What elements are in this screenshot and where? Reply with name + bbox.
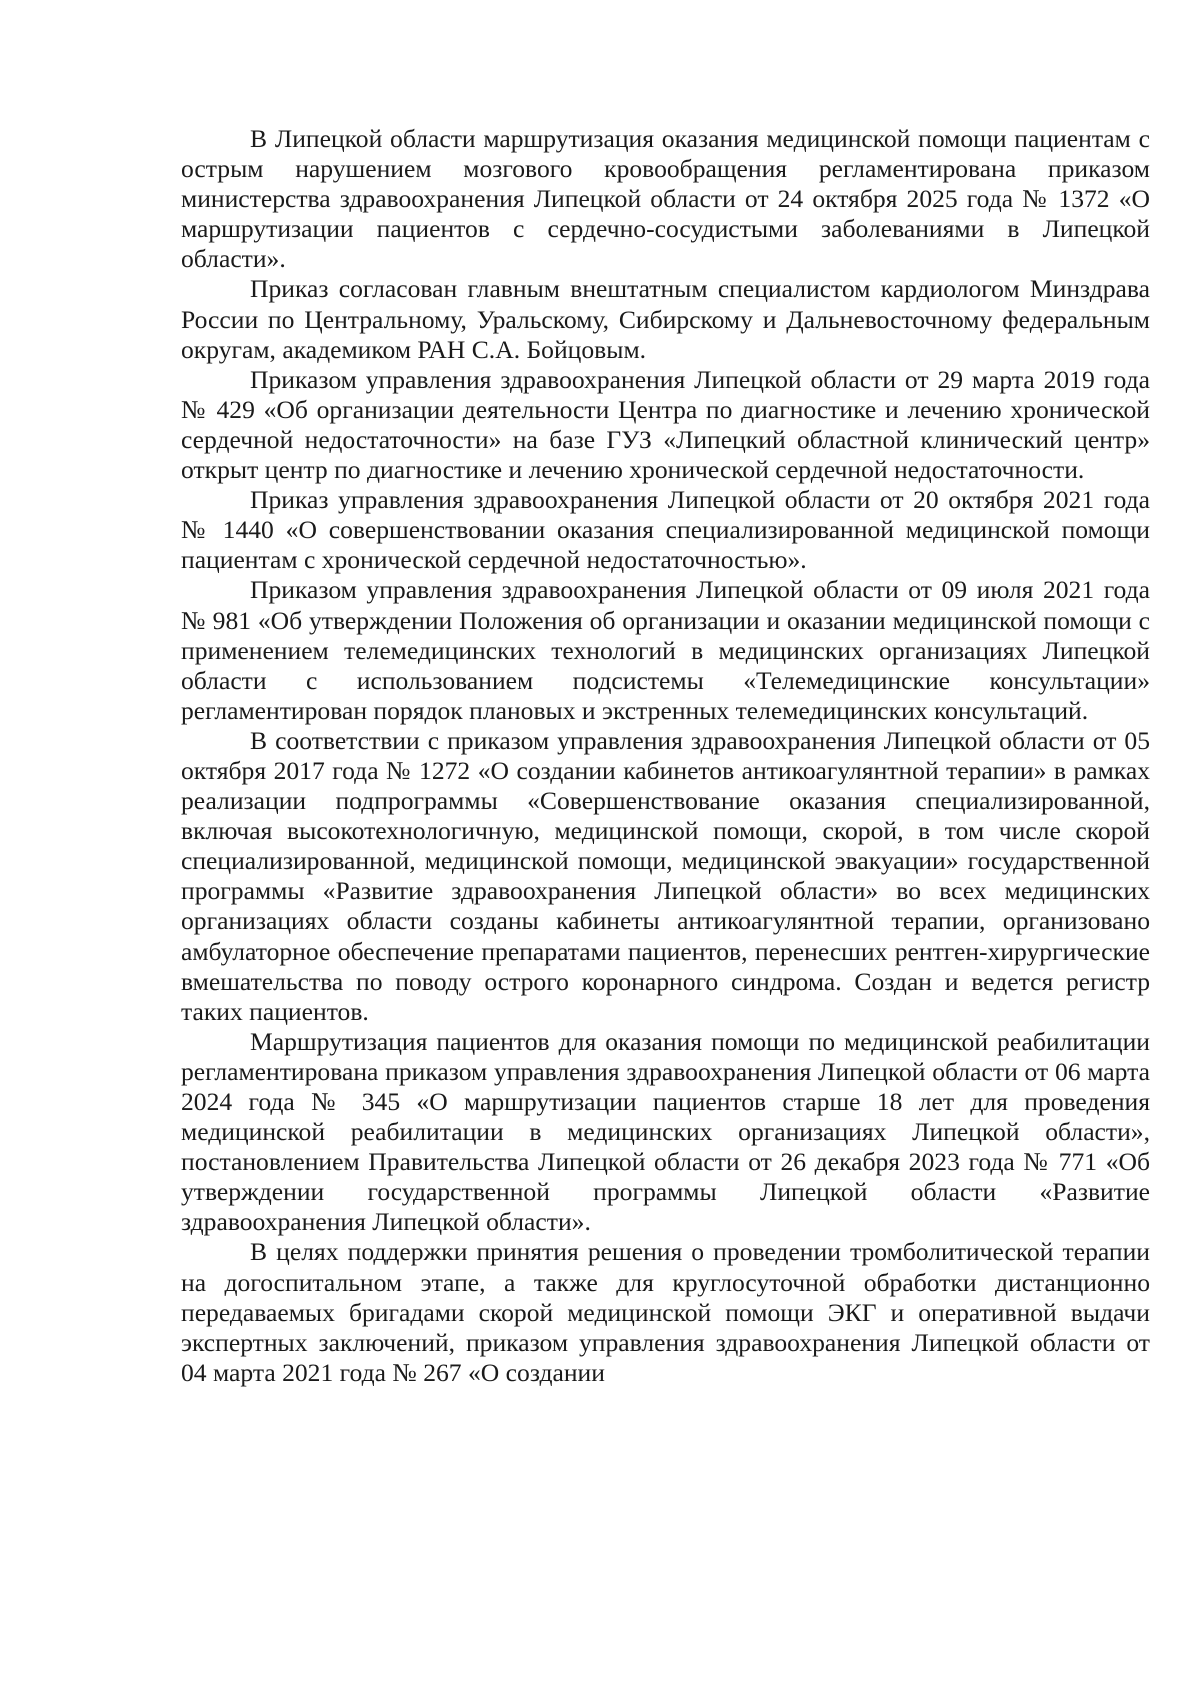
- paragraph-5: Приказом управления здравоохранения Липецкой области от 09 июля 2021 года № 981 «Об утверждении Положения об организации и оказании медицинской помощи с применением телемедицинских технологий в медицинских организациях Липецкой области с использованием подсистемы «Телемедицинские консультации» регламентирован порядок плановых и экстренных телемедицинских консультаций.: [181, 575, 1150, 725]
- paragraph-8: В целях поддержки принятия решения о проведении тромболитической терапии на догоспитальном этапе, а также для круглосуточной обработки дистанционно передаваемых бригадами скорой медицинской помощи ЭКГ и оперативной выдачи экспертных заключений, приказом управления здравоохранения Липецкой области от 04 марта 2021 года № 267 «О создании: [181, 1237, 1150, 1387]
- document-body: [181, 124, 1150, 1388]
- paragraph-1: В Липецкой области маршрутизация оказания медицинской помощи пациентам с острым нарушением мозгового кровообращения регламентирована приказом министерства здравоохранения Липецкой области от 24 октября 2025 года № 1372 «О маршрутизации пациентов с сердечно-сосудистыми заболеваниями в Липецкой области».: [181, 124, 1150, 274]
- paragraph-6: В соответствии с приказом управления здравоохранения Липецкой области от 05 октября 2017 года № 1272 «О создании кабинетов антикоагулянтной терапии» в рамках реализации подпрограммы «Совершенствование оказания специализированной, включая высокотехнологичную, медицинской помощи, скорой, в том числе скорой специализированной, медицинской помощи, медицинской эвакуации» государственной программы «Развитие здравоохранения Липецкой области» во всех медицинских организациях области созданы кабинеты антикоагулянтной терапии, организовано амбулаторное обеспечение препаратами пациентов, перенесших рентген-хирургические вмешательства по поводу острого коронарного синдрома. Создан и ведется регистр таких пациентов.: [181, 725, 1150, 1026]
- paragraph-3: Приказом управления здравоохранения Липецкой области от 29 марта 2019 года № 429 «Об организации деятельности Центра по диагностике и лечению хронической сердечной недостаточности» на базе ГУЗ «Липецкий областной клинический центр» открыт центр по диагностике и лечению хронической сердечной недостаточности.: [181, 364, 1150, 485]
- paragraph-4: Приказ управления здравоохранения Липецкой области от 20 октября 2021 года № 1440 «О совершенствовании оказания специализированной медицинской помощи пациентам с хронической сердечной недостаточностью».: [181, 485, 1150, 575]
- paragraph-7: Маршрутизация пациентов для оказания помощи по медицинской реабилитации регламентирована приказом управления здравоохранения Липецкой области от 06 марта 2024 года № 345 «О маршрутизации пациентов старше 18 лет для проведения медицинской реабилитации в медицинских организациях Липецкой области», постановлением Правительства Липецкой области от 26 декабря 2023 года № 771 «Об утверждении государственной программы Липецкой области «Развитие здравоохранения Липецкой области».: [181, 1026, 1150, 1237]
- paragraph-2: Приказ согласован главным внештатным специалистом кардиологом Минздрава России по Центральному, Уральскому, Сибирскому и Дальневосточному федеральным округам, академиком РАН С.А. Бойцовым.: [181, 274, 1150, 364]
